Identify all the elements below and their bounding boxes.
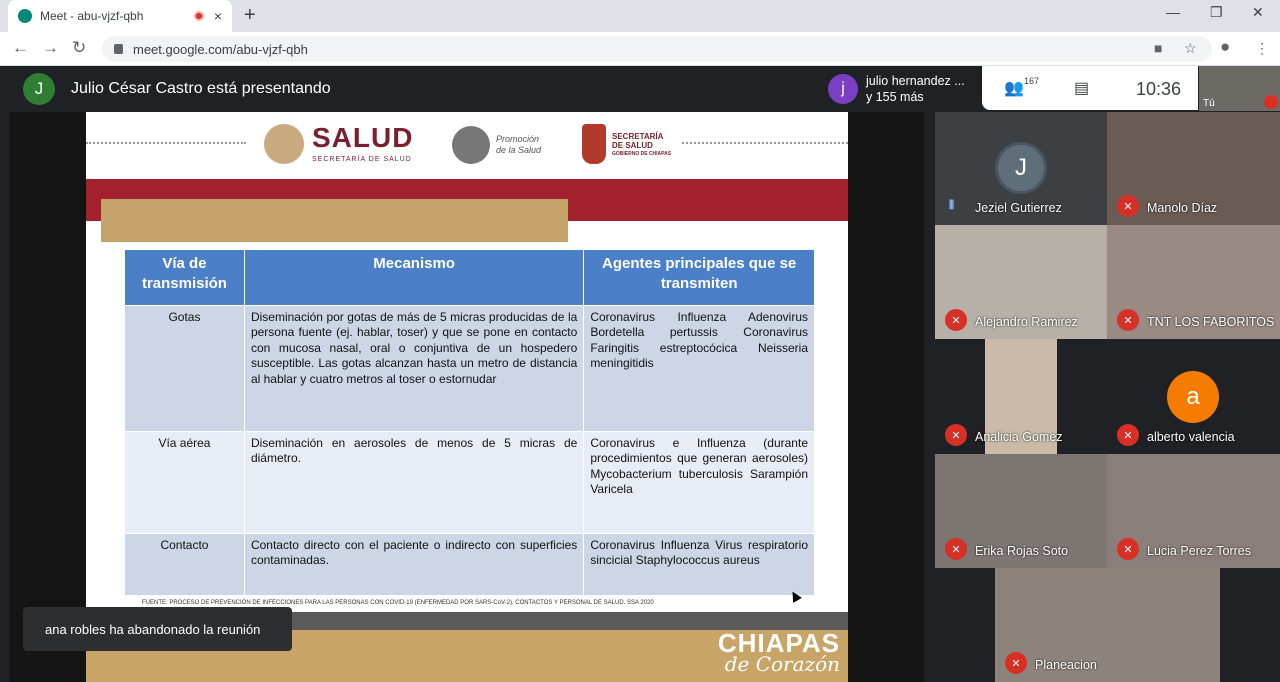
speaking-icon: ⫴ xyxy=(949,198,955,212)
participant-tile[interactable] xyxy=(995,568,1220,682)
mic-off-icon: ✕ xyxy=(1005,652,1027,674)
col-header: Vía de transmisión xyxy=(125,250,245,306)
mic-off-icon: ✕ xyxy=(1117,538,1139,560)
mexico-seal-icon xyxy=(264,124,304,164)
table-row xyxy=(125,534,815,596)
presentation-slide xyxy=(86,112,848,682)
mic-off-icon: ✕ xyxy=(1117,195,1139,217)
participant-tile[interactable] xyxy=(1107,339,1280,454)
others-more: y 155 más xyxy=(866,90,924,104)
agentes-cell: Coronavirus Influenza Adenovirus Bordetella pertussis Coronavirus Faringitis estreptocócica Neisseria meningitidis xyxy=(584,306,815,432)
tab-title: Meet - abu-vjzf-qbh xyxy=(40,9,144,23)
source-note: FUENTE: PROCESO DE PREVENCIÓN DE INFECCIONES PARA LAS PERSONAS CON COVID-19 (ENFERMEDAD POR SARS-CoV-2). CONTACTOS Y PERSONAL DE SALUD. SSA 2020 xyxy=(142,600,654,606)
mecanismo-cell: Contacto directo con el paciente o indirecto con superficies contaminadas. xyxy=(244,534,583,596)
menu-icon[interactable]: ⋮ xyxy=(1255,40,1269,56)
other-participants[interactable] xyxy=(822,66,982,112)
participant-avatar: j xyxy=(828,74,858,104)
participant-name: Planeacion xyxy=(1035,658,1097,672)
top-controls xyxy=(982,66,1198,110)
new-tab-button[interactable]: + xyxy=(244,4,256,26)
salud-logo: SALUD xyxy=(312,122,414,153)
forward-icon[interactable]: → xyxy=(42,38,59,57)
meet-favicon-icon xyxy=(18,9,32,23)
minimize-icon[interactable]: — xyxy=(1166,4,1180,20)
title-box xyxy=(101,199,568,242)
participant-avatar: a xyxy=(1167,371,1219,423)
transmission-table xyxy=(124,249,815,596)
profile-icon[interactable]: ● xyxy=(1220,37,1231,56)
participant-tile[interactable] xyxy=(935,339,1107,454)
table-header-row xyxy=(125,250,815,306)
mic-off-icon: ✕ xyxy=(1117,309,1139,331)
promocion-salud-icon xyxy=(452,126,490,164)
chiapas-shield-icon xyxy=(582,124,606,164)
chiapas-logo: CHIAPAS xyxy=(717,628,840,658)
secretaria-logo: SECRETARÍA DE SALUD GOBIERNO DE CHIAPAS xyxy=(612,132,672,157)
participant-name: Erika Rojas Soto xyxy=(975,544,1069,558)
via-cell: Contacto xyxy=(125,534,245,596)
mic-off-icon: ✕ xyxy=(945,538,967,560)
participant-tile[interactable] xyxy=(1107,112,1280,225)
self-view[interactable] xyxy=(1199,66,1280,111)
col-header: Mecanismo xyxy=(244,250,583,306)
participant-tile[interactable] xyxy=(935,454,1107,568)
participant-name: Analicia Gomez xyxy=(975,430,1063,444)
participant-grid xyxy=(924,112,1280,682)
clock: 10:36 xyxy=(1136,79,1182,99)
chiapas-tagline: de Corazón xyxy=(724,652,840,676)
others-name: julio hernandez ... xyxy=(866,74,965,88)
slide-header-logos xyxy=(86,112,848,178)
chat-icon[interactable]: ▤ xyxy=(1074,80,1090,97)
self-label: Tú xyxy=(1203,98,1215,109)
people-icon[interactable]: 👥 xyxy=(1004,80,1024,97)
participant-name: Manolo Díaz xyxy=(1147,201,1218,215)
address-bar xyxy=(0,32,1280,66)
presenter-avatar: J xyxy=(23,73,55,105)
window-close-icon[interactable]: ✕ xyxy=(1252,4,1264,20)
recording-icon xyxy=(194,11,204,21)
bookmark-star-icon[interactable]: ☆ xyxy=(1184,40,1197,56)
table-row xyxy=(125,306,815,432)
mic-off-icon: ✕ xyxy=(945,309,967,331)
via-cell: Vía aérea xyxy=(125,432,245,534)
mic-off-icon: ✕ xyxy=(945,424,967,446)
presenter-bar xyxy=(0,66,820,112)
participant-name: Lucia Perez Torres xyxy=(1147,544,1251,558)
participant-tile[interactable] xyxy=(1107,225,1280,339)
notification-toast: ana robles ha abandonado la reunión xyxy=(23,607,292,651)
participant-name: alberto valencia xyxy=(1147,430,1235,444)
browser-tab[interactable] xyxy=(8,0,232,32)
promocion-salud-logo: Promoción de la Salud xyxy=(496,134,542,155)
url-text: meet.google.com/abu-vjzf-qbh xyxy=(133,41,308,57)
via-cell: Gotas xyxy=(125,306,245,432)
presenter-text: Julio César Castro está presentando xyxy=(71,80,331,97)
table-row xyxy=(125,432,815,534)
restore-icon[interactable]: ❐ xyxy=(1210,4,1223,20)
participant-avatar: J xyxy=(995,142,1047,194)
lock-icon xyxy=(114,44,123,54)
participant-name: TNT LOS FABORITOS xyxy=(1147,315,1275,329)
tab-close-icon[interactable]: × xyxy=(213,8,222,24)
mecanismo-cell: Diseminación en aerosoles de menos de 5 micras de diámetro. xyxy=(244,432,583,534)
camera-icon[interactable]: ■ xyxy=(1154,40,1163,56)
mic-off-icon xyxy=(1264,95,1278,109)
back-icon[interactable]: ← xyxy=(12,38,29,57)
participant-tile[interactable] xyxy=(1107,454,1280,568)
col-header: Agentes principales que se transmiten xyxy=(584,250,815,306)
agentes-cell: Coronavirus e Influenza (durante procedimientos que generan aerosoles) Mycobacterium tuberculosis Sarampión Varicela xyxy=(584,432,815,534)
reload-icon[interactable]: ↻ xyxy=(72,38,87,57)
tab-bar xyxy=(0,0,1280,32)
participant-name: Jeziel Gutierrez xyxy=(975,201,1062,215)
mecanismo-cell: Diseminación por gotas de más de 5 micras producidas de la persona fuente (ej. hablar, toser) y que se pone en contacto con mucosa nasal, oral o conjuntiva de un hospedero susceptible. Las gotas alcanzan hasta un metro de distancia al hablar y cuatro metros al toser o estornudar xyxy=(244,306,583,432)
url-field[interactable] xyxy=(102,36,1212,62)
mic-off-icon: ✕ xyxy=(1117,424,1139,446)
participant-name: Alejandro Ramirez xyxy=(975,315,1078,329)
people-count: 167 xyxy=(1024,76,1040,86)
participant-tile[interactable] xyxy=(935,225,1107,339)
agentes-cell: Coronavirus Influenza Virus respiratorio sincicial Staphylococcus aureus xyxy=(584,534,815,596)
salud-subtitle: SECRETARÍA DE SALUD xyxy=(312,156,412,163)
participant-tile[interactable] xyxy=(935,112,1107,225)
